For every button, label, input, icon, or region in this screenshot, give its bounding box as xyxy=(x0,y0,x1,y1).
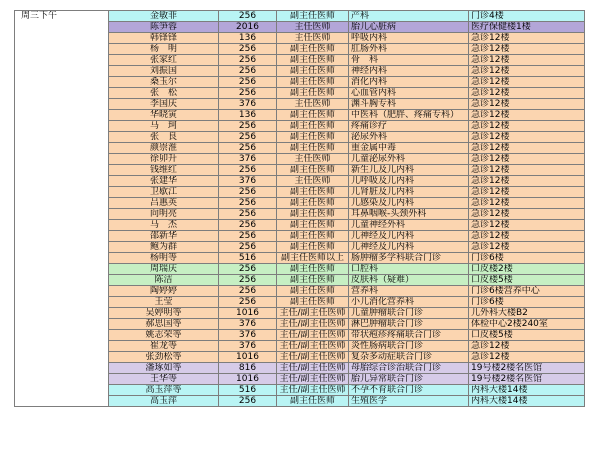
location-cell: 急诊12楼 xyxy=(469,341,585,352)
fee-number-cell: 1016 xyxy=(219,374,277,385)
doctor-title-cell: 主任医师 xyxy=(277,33,349,44)
doctor-name-cell: 颜崇淮 xyxy=(109,143,219,154)
department-cell: 儿童肿瘤联合门诊 xyxy=(349,308,469,319)
fee-number-cell: 256 xyxy=(219,121,277,132)
department-cell: 儿神经及儿内科 xyxy=(349,231,469,242)
fee-number-cell: 256 xyxy=(219,198,277,209)
fee-number-cell: 136 xyxy=(219,33,277,44)
fee-number-cell: 376 xyxy=(219,176,277,187)
fee-number-cell: 1016 xyxy=(219,308,277,319)
fee-number-cell: 256 xyxy=(219,264,277,275)
location-cell: 急诊12楼 xyxy=(469,231,585,242)
doctor-name-cell: 刘振国 xyxy=(109,66,219,77)
department-cell: 心血管内科 xyxy=(349,88,469,99)
doctor-title-cell: 主任医师 xyxy=(277,99,349,110)
department-cell: 渊斗胸专科 xyxy=(349,99,469,110)
location-cell: 口皮楼5楼 xyxy=(469,275,585,286)
location-cell: 内科大楼14楼 xyxy=(469,396,585,407)
doctor-title-cell: 主任医师 xyxy=(277,154,349,165)
department-cell: 消化内科 xyxy=(349,77,469,88)
department-cell: 不孕不育联合门诊 xyxy=(349,385,469,396)
fee-number-cell: 256 xyxy=(219,242,277,253)
department-cell: 小儿消化营养科 xyxy=(349,297,469,308)
fee-number-cell: 376 xyxy=(219,330,277,341)
department-cell: 生殖医学 xyxy=(349,396,469,407)
doctor-name-cell: 钱维红 xyxy=(109,165,219,176)
department-cell: 神经内科 xyxy=(349,66,469,77)
doctor-title-cell: 副主任医师 xyxy=(277,121,349,132)
doctor-title-cell: 副主任医师 xyxy=(277,396,349,407)
department-cell: 肛肠外科 xyxy=(349,44,469,55)
fee-number-cell: 516 xyxy=(219,385,277,396)
schedule-rows xyxy=(15,11,585,407)
location-cell: 急诊12楼 xyxy=(469,154,585,165)
department-cell: 重金属中毒 xyxy=(349,143,469,154)
location-cell: 急诊12楼 xyxy=(469,352,585,363)
location-cell: 体检中心2楼240室 xyxy=(469,319,585,330)
doctor-title-cell: 主任/副主任医师 xyxy=(277,363,349,374)
location-cell: 门诊6楼营养中心 xyxy=(469,286,585,297)
doctor-title-cell: 副主任医师 xyxy=(277,198,349,209)
doctor-title-cell: 副主任医师 xyxy=(277,143,349,154)
doctor-name-cell: 李国庆 xyxy=(109,99,219,110)
fee-number-cell: 1016 xyxy=(219,352,277,363)
doctor-name-cell: 邵新华 xyxy=(109,231,219,242)
department-cell: 耳鼻咽喉-头颈外科 xyxy=(349,209,469,220)
doctor-title-cell: 主任/副主任医师 xyxy=(277,330,349,341)
doctor-title-cell: 副主任医师 xyxy=(277,44,349,55)
fee-number-cell: 256 xyxy=(219,231,277,242)
department-cell: 骨 科 xyxy=(349,55,469,66)
doctor-title-cell: 副主任医师 xyxy=(277,242,349,253)
doctor-name-cell: 陈洁 xyxy=(109,275,219,286)
department-cell: 带状疱疹疼痛联合门诊 xyxy=(349,330,469,341)
department-cell: 新生儿及儿内科 xyxy=(349,165,469,176)
location-cell: 急诊12楼 xyxy=(469,99,585,110)
location-cell: 急诊12楼 xyxy=(469,187,585,198)
doctor-title-cell: 副主任医师 xyxy=(277,264,349,275)
doctor-name-cell: 吴婷明等 xyxy=(109,308,219,319)
department-cell: 皮肤科（疑难） xyxy=(349,275,469,286)
location-cell: 内科大楼14楼 xyxy=(469,385,585,396)
department-cell: 复杂多动症联合门诊 xyxy=(349,352,469,363)
location-cell: 儿外科大楼B2 xyxy=(469,308,585,319)
doctor-title-cell: 主任/副主任医师 xyxy=(277,385,349,396)
location-cell: 口皮楼2楼 xyxy=(469,264,585,275)
doctor-title-cell: 主任/副主任医师 xyxy=(277,374,349,385)
fee-number-cell: 256 xyxy=(219,187,277,198)
doctor-title-cell: 副主任医师 xyxy=(277,165,349,176)
department-cell: 胎儿心脏病 xyxy=(349,22,469,33)
department-cell: 营养科 xyxy=(349,286,469,297)
doctor-name-cell: 吕惠英 xyxy=(109,198,219,209)
location-cell: 急诊12楼 xyxy=(469,55,585,66)
doctor-name-cell: 杨明等 xyxy=(109,253,219,264)
location-cell: 门诊4楼 xyxy=(469,11,585,22)
fee-number-cell: 816 xyxy=(219,363,277,374)
location-cell: 急诊12楼 xyxy=(469,242,585,253)
department-cell: 胎儿异常联合门诊 xyxy=(349,374,469,385)
doctor-title-cell: 副主任医师 xyxy=(277,55,349,66)
fee-number-cell: 256 xyxy=(219,220,277,231)
doctor-title-cell: 主任医师 xyxy=(277,176,349,187)
doctor-title-cell: 副主任医师 xyxy=(277,209,349,220)
doctor-title-cell: 主任/副主任医师 xyxy=(277,308,349,319)
doctor-name-cell: 姚志荣等 xyxy=(109,330,219,341)
doctor-name-cell: 金敏菲 xyxy=(109,11,219,22)
location-cell: 急诊12楼 xyxy=(469,209,585,220)
doctor-name-cell: 徐卯升 xyxy=(109,154,219,165)
doctor-title-cell: 副主任医师 xyxy=(277,77,349,88)
department-cell: 儿感染及儿内科 xyxy=(349,198,469,209)
doctor-title-cell: 主任/副主任医师 xyxy=(277,319,349,330)
department-cell: 儿神经及儿内科 xyxy=(349,242,469,253)
department-cell: 儿童神经外科 xyxy=(349,220,469,231)
location-cell: 急诊12楼 xyxy=(469,44,585,55)
department-cell: 儿呼吸及儿内科 xyxy=(349,176,469,187)
location-cell: 急诊12楼 xyxy=(469,77,585,88)
department-cell: 淋巴肿瘤联合门诊 xyxy=(349,319,469,330)
doctor-name-cell: 王华等 xyxy=(109,374,219,385)
doctor-name-cell: 鲍为群 xyxy=(109,242,219,253)
doctor-name-cell: 张建华 xyxy=(109,176,219,187)
location-cell: 急诊12楼 xyxy=(469,143,585,154)
doctor-title-cell: 主任医师 xyxy=(277,22,349,33)
fee-number-cell: 256 xyxy=(219,88,277,99)
department-cell: 口腔科 xyxy=(349,264,469,275)
day-label-cell: 周三下午 xyxy=(15,11,109,407)
fee-number-cell: 376 xyxy=(219,154,277,165)
fee-number-cell: 256 xyxy=(219,11,277,22)
doctor-title-cell: 副主任医师 xyxy=(277,187,349,198)
doctor-name-cell: 张 松 xyxy=(109,88,219,99)
doctor-name-cell: 马 杰 xyxy=(109,220,219,231)
doctor-title-cell: 主任/副主任医师 xyxy=(277,341,349,352)
table-row xyxy=(15,11,585,22)
doctor-name-cell: 桑玉尔 xyxy=(109,77,219,88)
fee-number-cell: 256 xyxy=(219,132,277,143)
location-cell: 急诊12楼 xyxy=(469,33,585,44)
doctor-name-cell: 张 良 xyxy=(109,132,219,143)
doctor-name-cell: 崔龙等 xyxy=(109,341,219,352)
doctor-title-cell: 副主任医师 xyxy=(277,286,349,297)
doctor-name-cell: 向明亮 xyxy=(109,209,219,220)
doctor-name-cell: 王莹 xyxy=(109,297,219,308)
fee-number-cell: 256 xyxy=(219,297,277,308)
doctor-name-cell: 韩锋锋 xyxy=(109,33,219,44)
location-cell: 急诊12楼 xyxy=(469,165,585,176)
fee-number-cell: 376 xyxy=(219,319,277,330)
doctor-name-cell: 张劲松等 xyxy=(109,352,219,363)
department-cell: 儿肾脏及儿内科 xyxy=(349,187,469,198)
location-cell: 19号楼2楼名医馆 xyxy=(469,374,585,385)
fee-number-cell: 136 xyxy=(219,110,277,121)
department-cell: 疼痛诊疗 xyxy=(349,121,469,132)
doctor-name-cell: 高玉萍 xyxy=(109,396,219,407)
department-cell: 泌尿外科 xyxy=(349,132,469,143)
location-cell: 急诊12楼 xyxy=(469,220,585,231)
fee-number-cell: 256 xyxy=(219,55,277,66)
department-cell: 炎性肠病联合门诊 xyxy=(349,341,469,352)
fee-number-cell: 2016 xyxy=(219,22,277,33)
department-cell: 肠肿瘤多学科联合门诊 xyxy=(349,253,469,264)
doctor-name-cell: 陈笋蓉 xyxy=(109,22,219,33)
fee-number-cell: 256 xyxy=(219,165,277,176)
doctor-name-cell: 郝思国等 xyxy=(109,319,219,330)
location-cell: 医疗保健楼1楼 xyxy=(469,22,585,33)
location-cell: 急诊12楼 xyxy=(469,132,585,143)
location-cell: 急诊12楼 xyxy=(469,198,585,209)
doctor-name-cell: 杨 明 xyxy=(109,44,219,55)
department-cell: 中医科（肥胖、疼痛专科） xyxy=(349,110,469,121)
location-cell: 门诊6楼 xyxy=(469,297,585,308)
fee-number-cell: 256 xyxy=(219,143,277,154)
fee-number-cell: 256 xyxy=(219,286,277,297)
doctor-title-cell: 副主任医师以上 xyxy=(277,253,349,264)
fee-number-cell: 256 xyxy=(219,66,277,77)
doctor-name-cell: 陶婷婷 xyxy=(109,286,219,297)
doctor-title-cell: 副主任医师 xyxy=(277,88,349,99)
department-cell: 儿童泌尿外科 xyxy=(349,154,469,165)
doctor-name-cell: 高玉萍等 xyxy=(109,385,219,396)
doctor-title-cell: 副主任医师 xyxy=(277,231,349,242)
doctor-name-cell: 潘琢如等 xyxy=(109,363,219,374)
location-cell: 急诊12楼 xyxy=(469,176,585,187)
department-cell: 产科 xyxy=(349,11,469,22)
doctor-title-cell: 副主任医师 xyxy=(277,275,349,286)
doctor-title-cell: 副主任医师 xyxy=(277,66,349,77)
fee-number-cell: 376 xyxy=(219,341,277,352)
doctor-title-cell: 主任/副主任医师 xyxy=(277,352,349,363)
fee-number-cell: 256 xyxy=(219,396,277,407)
doctor-title-cell: 副主任医师 xyxy=(277,11,349,22)
doctor-name-cell: 马 珂 xyxy=(109,121,219,132)
location-cell: 急诊12楼 xyxy=(469,110,585,121)
fee-number-cell: 256 xyxy=(219,275,277,286)
location-cell: 急诊12楼 xyxy=(469,66,585,77)
fee-number-cell: 256 xyxy=(219,209,277,220)
fee-number-cell: 516 xyxy=(219,253,277,264)
doctor-title-cell: 副主任医师 xyxy=(277,110,349,121)
doctor-title-cell: 副主任医师 xyxy=(277,220,349,231)
clinic-schedule-table xyxy=(14,10,585,407)
doctor-name-cell: 华晓寅 xyxy=(109,110,219,121)
fee-number-cell: 256 xyxy=(219,44,277,55)
doctor-name-cell: 卫歇江 xyxy=(109,187,219,198)
department-cell: 母胎综合诊治联合门诊 xyxy=(349,363,469,374)
fee-number-cell: 256 xyxy=(219,77,277,88)
department-cell: 呼吸内科 xyxy=(349,33,469,44)
doctor-title-cell: 副主任医师 xyxy=(277,132,349,143)
doctor-title-cell: 副主任医师 xyxy=(277,297,349,308)
location-cell: 19号楼2楼名医馆 xyxy=(469,363,585,374)
doctor-name-cell: 张家红 xyxy=(109,55,219,66)
doctor-name-cell: 周瑞庆 xyxy=(109,264,219,275)
location-cell: 门诊6楼 xyxy=(469,253,585,264)
location-cell: 口皮楼5楼 xyxy=(469,330,585,341)
location-cell: 急诊12楼 xyxy=(469,88,585,99)
location-cell: 急诊12楼 xyxy=(469,121,585,132)
fee-number-cell: 376 xyxy=(219,99,277,110)
